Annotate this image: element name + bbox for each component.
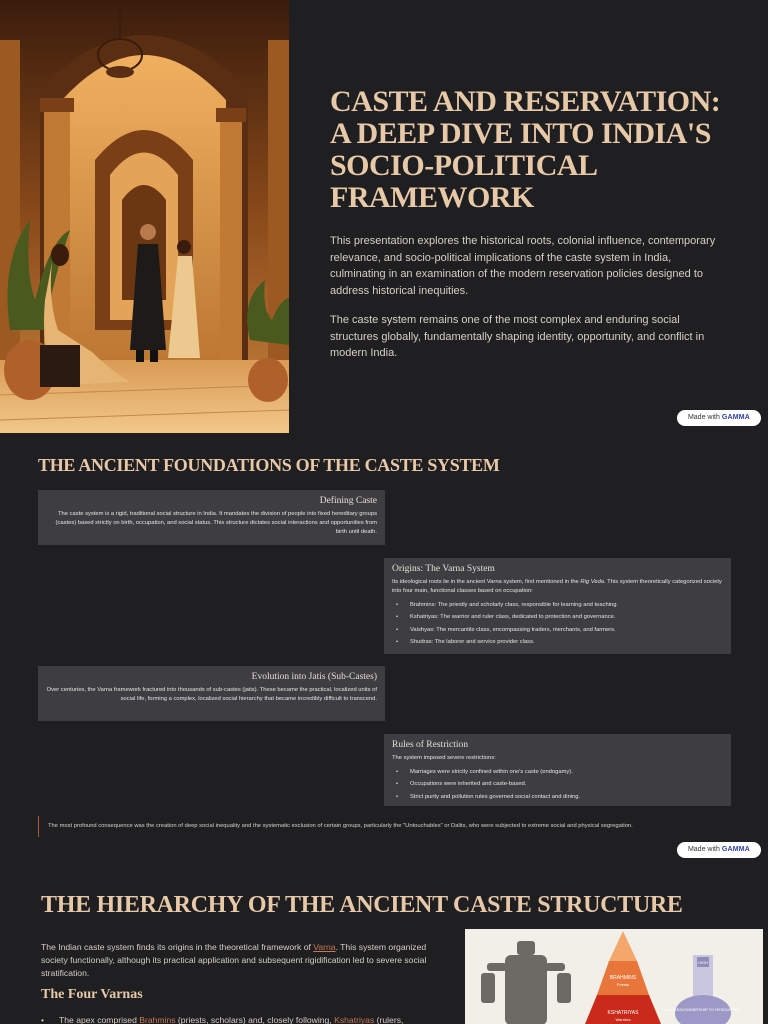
- slide-title: THE ANCIENT FOUNDATIONS OF THE CASTE SYSTEM: [38, 455, 500, 475]
- made-with-gamma-badge[interactable]: [677, 410, 761, 426]
- brahmins-link[interactable]: Brahmins: [139, 1015, 176, 1024]
- card-jatis: [38, 666, 385, 721]
- varna-link[interactable]: Varna: [313, 942, 336, 952]
- section-subheading: The Four Varnas: [41, 987, 143, 1002]
- access-label: ACCESS/OWNERSHIP TO RESOURCES: [665, 1007, 741, 1012]
- varna-list: [392, 599, 723, 649]
- card-body: The system imposed severe restrictions:: [392, 755, 496, 761]
- title-slide: [0, 0, 768, 433]
- card-restrictions: [384, 734, 731, 806]
- card-varna-origins: [384, 558, 731, 654]
- high-label: HIGH: [698, 960, 708, 965]
- badge-prefix: Made with: [687, 414, 720, 421]
- card-heading: Origins: The Varna System: [392, 564, 495, 574]
- card-body: Over centuries, the Varna framework fractured into thousands of sub-castes (jatis). These became the practical, localized units of social life, forming a complex, localized social hierarchy that became incredibly difficult to transcend.: [46, 687, 377, 702]
- list-item: • Brahmins: The priestly and scholarly class, responsible for learning and teaching.: [392, 599, 723, 611]
- rig-veda-text: Rig Veda: [580, 579, 605, 585]
- kshatriyas-label: KSHATRIYAS: [607, 1010, 639, 1016]
- kshatriyas-link[interactable]: Kshatriyas: [334, 1015, 375, 1024]
- gamma-logo: GAMMA: [721, 414, 751, 421]
- list-item: • Shudras: The laborer and service provider class.: [392, 636, 723, 648]
- hierarchy-paragraph: The Indian caste system finds its origins in the theoretical framework of Varna. This system organized society functionally, although its practical application and subsequent rigidification led to severe social stratification.: [41, 942, 427, 978]
- list-item: • Occupations were inherited and caste-based.: [392, 778, 723, 790]
- card-defining-caste: [38, 490, 385, 545]
- card-body: The caste system is a rigid, traditional social structure in India. It mandates the division of people into fixed hereditary groups (castes) based strictly on birth, occupation, and social status. This structure dictates social interactions and opportunities from birth until death.: [55, 511, 377, 535]
- restriction-list: [392, 766, 723, 803]
- badge-prefix: Made with: [687, 846, 720, 853]
- hierarchy-slide: [0, 873, 768, 1024]
- card-body: Its ideological roots lie in the ancient Varna system, first mentioned in the Rig Veda. This system theoretically categorized society into four main, functional classes based on occupation:: [392, 579, 722, 594]
- kshatriyas-sublabel: Warriors: [615, 1017, 631, 1022]
- context-paragraph: The caste system remains one of the most complex and enduring social structures globally, fundamentally shaping identity, opportunity, and conflict in modern India.: [330, 314, 705, 359]
- list-item: • The apex comprised Brahmins (priests, scholars) and, closely following, Kshatriyas (rulers,: [41, 1015, 451, 1024]
- card-heading: Evolution into Jatis (Sub-Castes): [251, 672, 377, 682]
- brahmins-label: BRAHMINS: [609, 975, 637, 981]
- caste-pyramid-diagram: [465, 929, 763, 1024]
- gamma-logo: GAMMA: [721, 846, 751, 853]
- hero-illustration: [0, 0, 289, 433]
- brahmins-sublabel: Priests: [616, 982, 630, 987]
- list-item: • Strict purity and pollution rules governed social contact and dining.: [392, 791, 723, 803]
- list-item: • Marriages were strictly confined within one's caste (endogamy).: [392, 766, 723, 778]
- made-with-gamma-badge[interactable]: [677, 842, 761, 858]
- card-heading: Rules of Restriction: [392, 740, 468, 750]
- list-item: • Kshatriyas: The warrior and ruler class, dedicated to protection and governance.: [392, 611, 723, 623]
- slide-title: CASTE AND RESERVATION: A DEEP DIVE INTO INDIA'S SOCIO-POLITICAL FRAMEWORK: [330, 85, 721, 214]
- consequence-callout: The most profound consequence was the creation of deep social inequality and the systematic exclusion of certain groups, particularly the "Untouchables" or Dalits, who were subjected to extreme social and physical segregation.: [38, 816, 728, 837]
- list-item: • Vaishyas: The mercantile class, encompassing traders, merchants, and farmers.: [392, 624, 723, 636]
- intro-paragraph: This presentation explores the historical roots, colonial influence, contemporary relevance, and socio-political implications of the caste system in India, culminating in an examination of the modern reservation policies designed to address historical inequities.: [330, 235, 716, 297]
- foundations-slide: [0, 433, 768, 873]
- card-heading: Defining Caste: [319, 496, 377, 506]
- slide-title: THE HIERARCHY OF THE ANCIENT CASTE STRUCTURE: [41, 892, 683, 918]
